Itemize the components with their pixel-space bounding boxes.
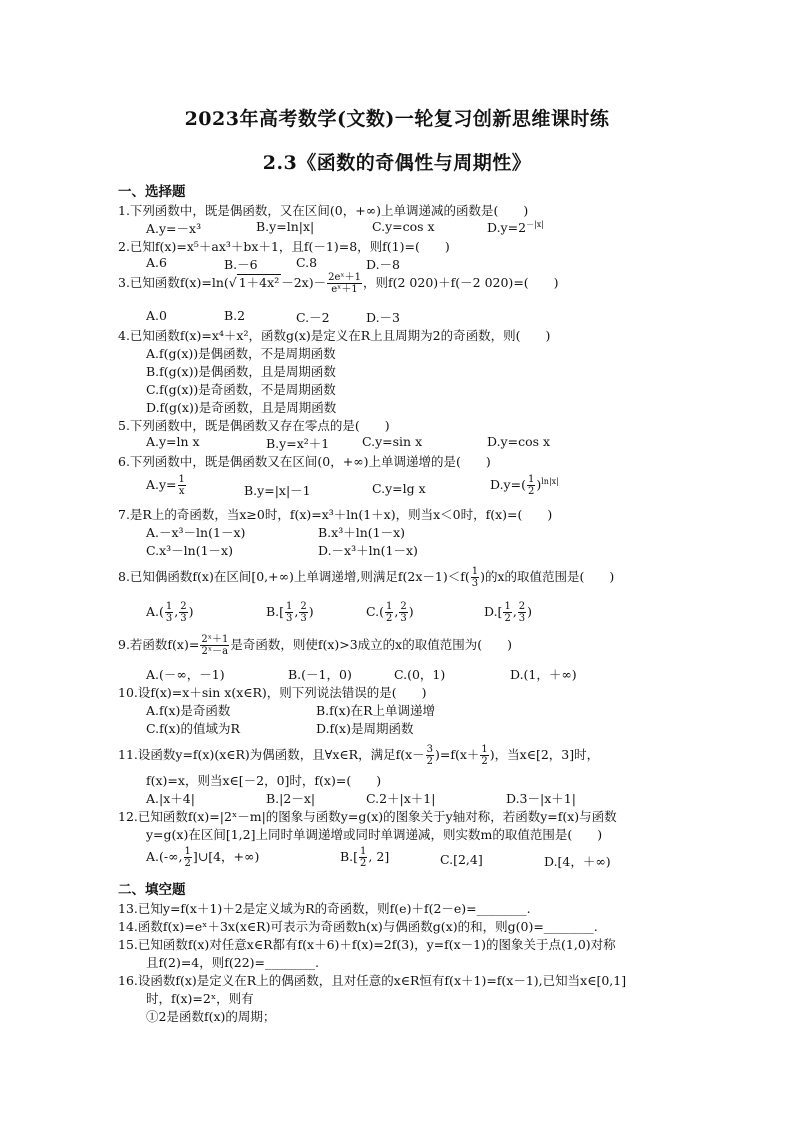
q5-option-b: B.y=x²＋1 xyxy=(266,436,330,451)
q5-option-d: D.y=cos x xyxy=(487,434,551,449)
q15-stem-line2: 且f(2)=4，则f(22)=________. xyxy=(146,955,319,970)
q4-option-d: D.f(g(x))是奇函数，且是周期函数 xyxy=(146,400,337,415)
q7-stem: 7.是R上的奇函数，当x≥0时，f(x)=x³＋ln(1＋x)，则当x＜0时，f(x)=( ) xyxy=(118,507,553,522)
q7-option-a: A.－x³－ln(1－x) xyxy=(146,525,246,540)
q3-option-a: A.0 xyxy=(146,308,167,323)
q12-option-c: C.[2,4] xyxy=(440,852,483,867)
q11-stem: 11.设函数y=f(x)(x∈R)为偶函数，且∀x∈R，满足f(x－ $\frac{3}{2}$ )=f(x＋ $\frac{1}{2}$ )，当x∈[2，3]时， xyxy=(118,744,600,767)
q6-option-a: A.y= $\frac{1}{x}$ xyxy=(146,474,185,497)
q10-stem: 10.设f(x)=x＋sin x(x∈R)，则下列说法错误的是( ) xyxy=(118,685,427,700)
q16-item-1: ①2是函数f(x)的周期； xyxy=(146,1009,276,1024)
q12-option-a: A.(-∞, $\frac{1}{2}$ ]∪[4，+∞) xyxy=(146,846,260,869)
q6-option-b: B.y=|x|－1 xyxy=(244,483,311,498)
section-choice: 一、选择题 xyxy=(118,184,186,200)
q4-option-c: C.f(g(x))是奇函数，不是周期函数 xyxy=(146,382,336,397)
q10-option-c: C.f(x)的值域为R xyxy=(146,721,240,736)
q11-option-b: B.|2－x| xyxy=(266,791,316,806)
q5-option-a: A.y=ln x xyxy=(146,434,200,449)
q13-stem: 13.已知y=f(x＋1)＋2是定义域为R的奇函数，则f(e)＋f(2－e)=________. xyxy=(118,901,531,916)
q7-option-c: C.x³－ln(1－x) xyxy=(146,543,233,558)
q9-option-b: B.(－1，0) xyxy=(288,667,352,682)
q2-option-d: D.－8 xyxy=(366,257,401,272)
q2-option-b: B.－6 xyxy=(224,257,258,272)
q2-option-c: C.8 xyxy=(296,255,318,270)
q14-stem: 14.函数f(x)=eˣ＋3x(x∈R)可表示为奇函数h(x)与偶函数g(x)的和，则g(0)=________. xyxy=(118,919,598,934)
q16-stem: 16.设函数f(x)是定义在R上的偶函数，且对任意的x∈R恒有f(x＋1)=f(x－1),已知当x∈[0,1] xyxy=(118,973,627,988)
q5-stem: 5.下列函数中，既是偶函数又存在零点的是( ) xyxy=(118,418,390,433)
q10-option-b: B.f(x)在R上单调递增 xyxy=(316,703,436,718)
q16-stem-line2: 时，f(x)=2ˣ，则有 xyxy=(146,991,254,1006)
q4-option-a: A.f(g(x))是偶函数，不是周期函数 xyxy=(146,346,336,361)
q1-option-a: A.y=－x³ xyxy=(146,221,202,236)
q4-option-b: B.f(g(x))是偶函数，且是周期函数 xyxy=(146,364,336,379)
q3-option-c: C.－2 xyxy=(296,310,330,325)
q9-option-c: C.(0，1) xyxy=(394,667,446,682)
q3-option-b: B.2 xyxy=(224,308,246,323)
q1-stem: 1.下列函数中，既是偶函数，又在区间(0，+∞)上单调递减的函数是( ) xyxy=(118,203,529,218)
q10-option-d: D.f(x)是周期函数 xyxy=(316,721,414,736)
q9-option-d: D.(1，＋∞) xyxy=(510,667,577,682)
q12-stem-line2: y=g(x)在区间[1,2]上同时单调递增或同时单调递减，则实数m的取值范围是( ) xyxy=(146,827,603,842)
q1-option-d: $D.y=2^{-|x|}$ xyxy=(487,220,544,236)
q6-option-d: D.y=( $\frac{1}{2}$ )$^{ln|x|}$ xyxy=(490,474,559,497)
q7-option-b: B.x³＋ln(1－x) xyxy=(318,525,406,540)
q12-option-b: B.[ $\frac{1}{2}$ , 2] xyxy=(340,846,390,869)
q8-stem: 8.已知偶函数f(x)在区间[0,+∞)上单调递增,则满足f(2x－1)＜f( $\frac{1}{3}$ )的x的取值范围是( ) xyxy=(118,566,615,589)
section-fill: 二、填空题 xyxy=(118,882,186,898)
q8-option-b: B.[ $\frac{1}{3}$ , $\frac{2}{3}$ ) xyxy=(266,601,314,624)
q8-option-c: C.( $\frac{1}{2}$ , $\frac{2}{3}$ ) xyxy=(366,601,414,624)
q3-option-d: D.－3 xyxy=(366,310,401,325)
q9-option-a: A.(－∞，－1) xyxy=(146,667,225,682)
q1-option-c: C.y=cos x xyxy=(372,219,435,234)
q11-option-c: C.2＋|x＋1| xyxy=(366,791,436,806)
q6-option-c: C.y=lg x xyxy=(372,481,426,496)
q9-stem: 9.若函数f(x)= $\frac{\text{2ˣ＋1}}{\text{2ˣ－a}}$ 是奇函数，则使f(x)>3成立的x的取值范围为( ) xyxy=(118,634,512,657)
q4-stem: 4.已知函数f(x)=x⁴＋x²，函数g(x)是定义在R上且周期为2的奇函数，则( ) xyxy=(118,328,551,343)
q15-stem: 15.已知函数f(x)对任意x∈R都有f(x＋6)＋f(x)=2f(3)，y=f(x－1)的图象关于点(1,0)对称 xyxy=(118,937,616,952)
q12-stem: 12.已知函数f(x)=|2ˣ－m|的图象与函数y=g(x)的图象关于y轴对称，若函数y=f(x)与函数 xyxy=(118,809,617,824)
q11-stem-line2: f(x)=x，则当x∈[－2，0]时，f(x)=( ) xyxy=(146,773,382,788)
q11-option-a: A.|x＋4| xyxy=(146,791,195,806)
q5-option-c: C.y=sin x xyxy=(362,434,423,449)
q11-option-d: D.3－|x＋1| xyxy=(506,791,576,806)
q12-option-d: D.[4，＋∞) xyxy=(544,854,611,869)
q1-option-b: B.y=ln|x| xyxy=(256,219,315,234)
q10-option-a: A.f(x)是奇函数 xyxy=(146,703,231,718)
q2-stem: 2.已知f(x)=x⁵＋ax³＋bx＋1，且f(－1)=8，则f(1)=( ) xyxy=(118,239,450,254)
q8-option-d: D.[ $\frac{1}{2}$ , $\frac{2}{3}$ ) xyxy=(484,601,533,624)
q3-stem: 3.已知函数f(x)=ln(√ 1＋4x² －2x)－ $\frac{\text{2eˣ＋1}}{\text{eˣ＋1}}$ ，则f(2 020)＋f(－2 020)=( ) xyxy=(118,272,559,295)
q7-option-d: D.－x³＋ln(1－x) xyxy=(318,543,418,558)
q8-option-a: A.( $\frac{1}{3}$ , $\frac{2}{3}$ ) xyxy=(146,601,194,624)
q6-stem: 6.下列函数中，既是偶函数又在区间(0，+∞)上单调递增的是( ) xyxy=(118,454,491,469)
document-title: 2023年高考数学(文数)一轮复习创新思维课时练 xyxy=(184,108,610,130)
q2-option-a: A.6 xyxy=(146,255,167,270)
document-subtitle: 2.3《函数的奇偶性与周期性》 xyxy=(262,152,532,174)
